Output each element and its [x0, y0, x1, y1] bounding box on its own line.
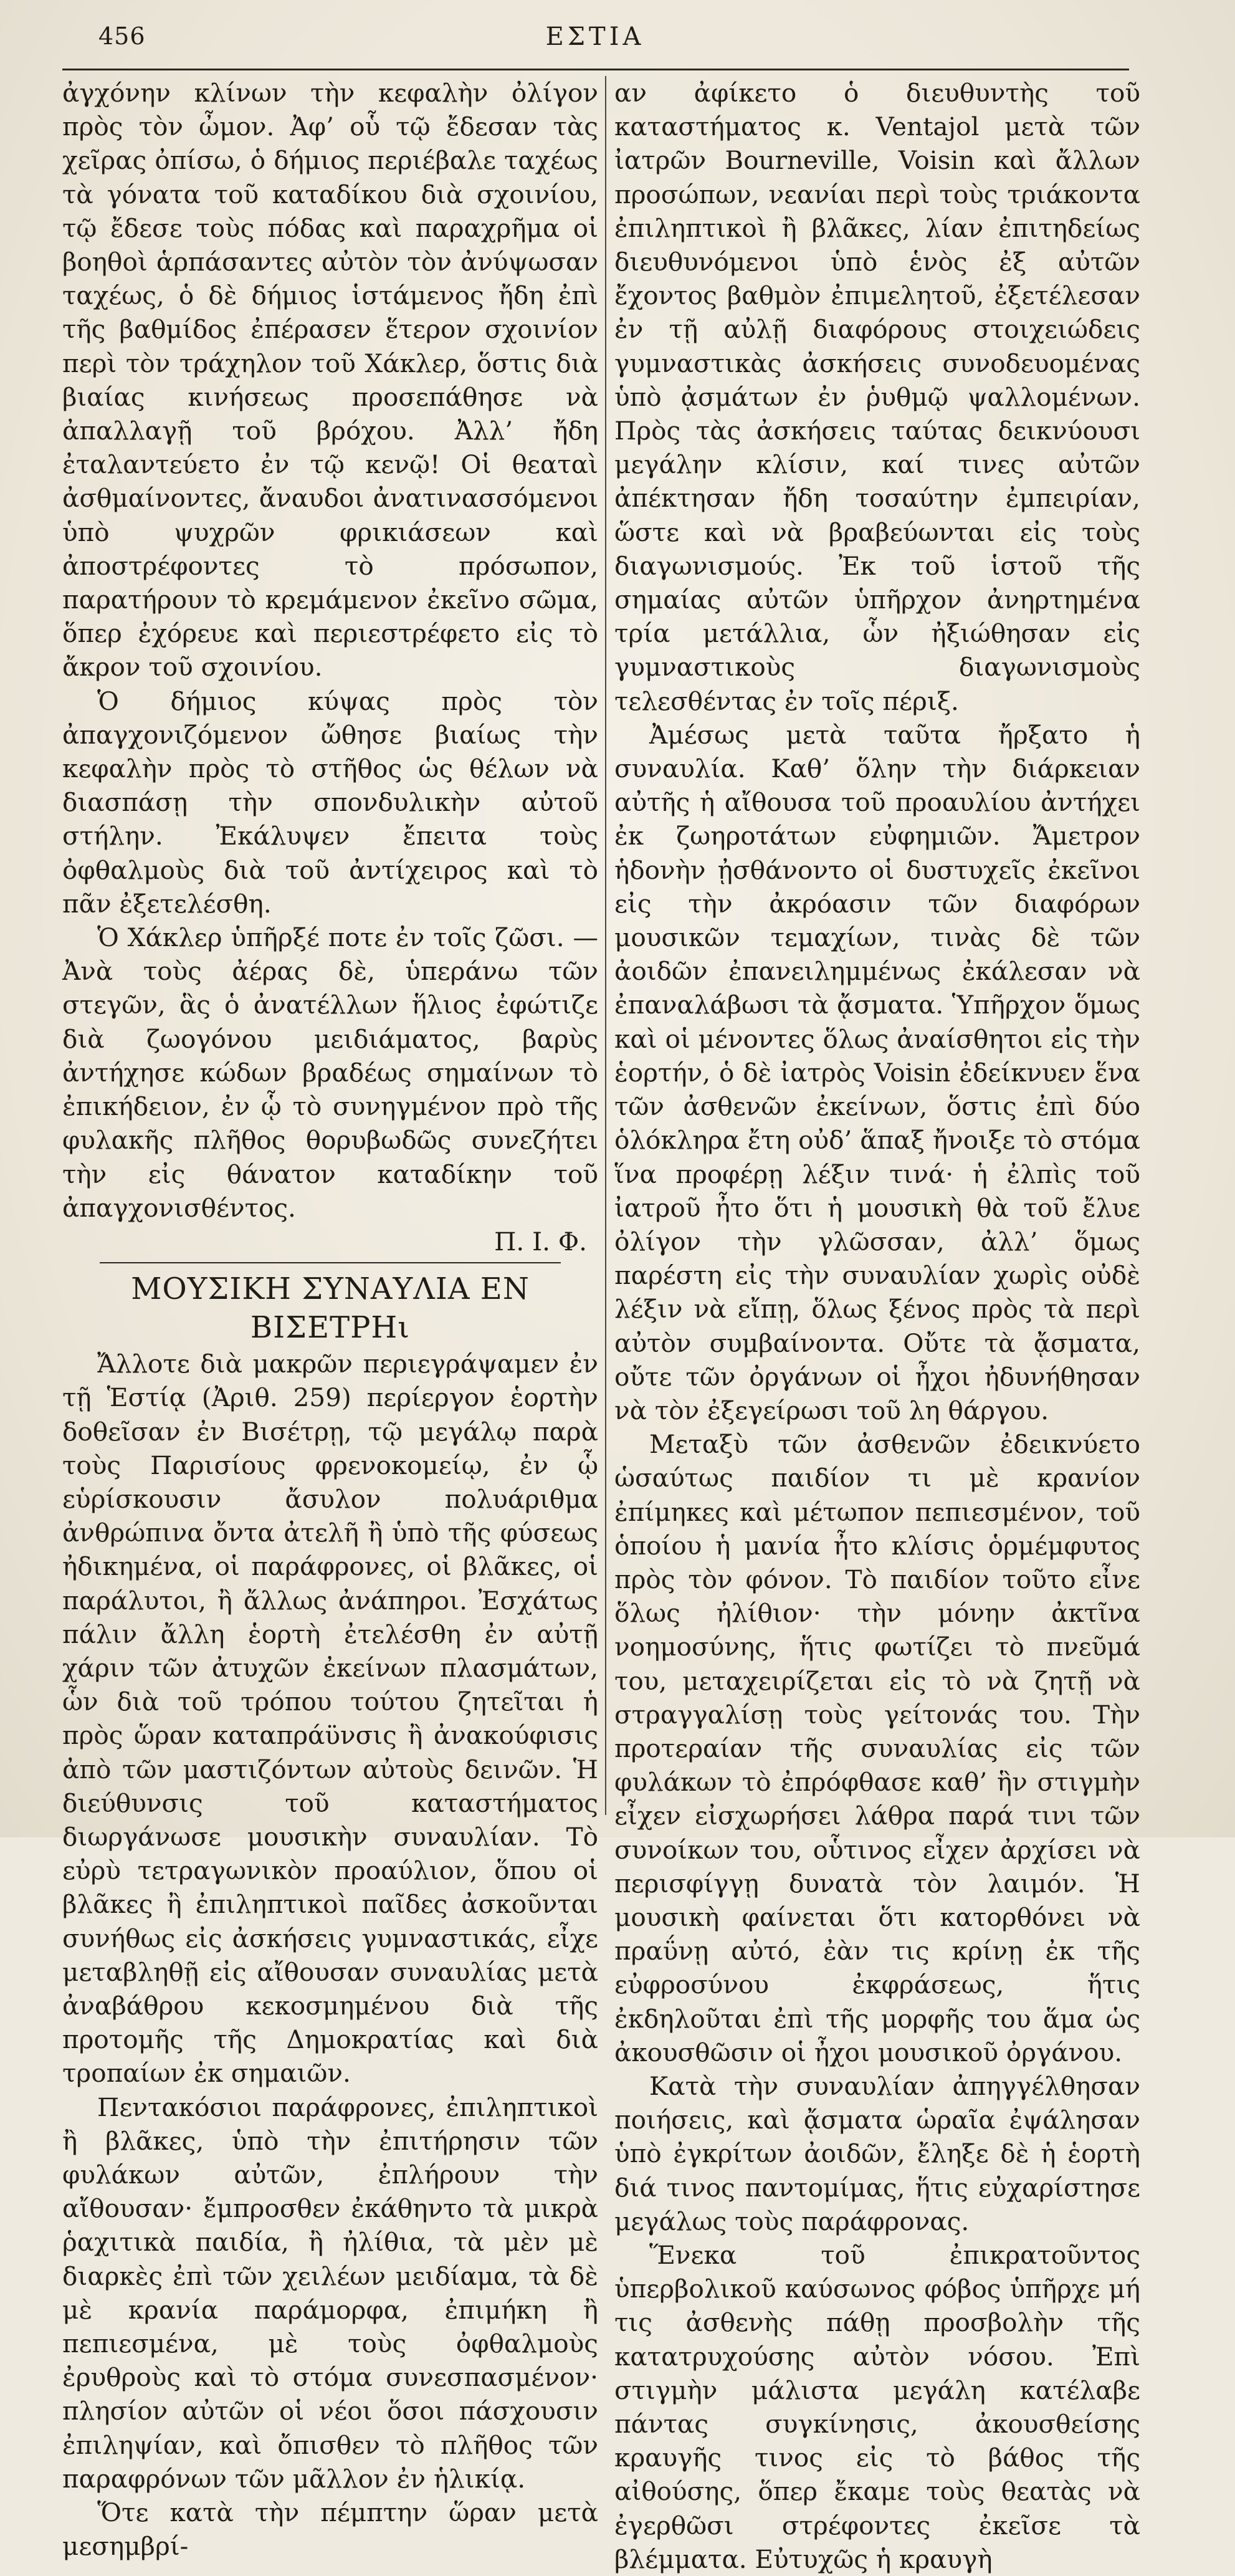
article-separator — [100, 1262, 561, 1263]
paragraph: ἀγχόνην κλίνων τὴν κεφαλὴν ὀλίγον πρὸς τὸν ὦμον. Ἀφ’ οὗ τῷ ἔδεσαν τὰς χεῖρας ὀπίσω, ὁ δήμιος περιέβαλε ταχέως τὰ γόνατα τοῦ καταδίκου διὰ σχοινίου, τῷ ἔδεσε τοὺς πόδας καὶ παραχρῆμα οἱ βοηθοὶ ἁρπάσαντες αὐτὸν τὸν ἀνύψωσαν ταχέως, ὁ δὲ δήμιος ἱστάμενος ἤδη ἐπὶ τῆς βαθμίδος ἐπέρασεν ἕτερον σχοινίον περὶ τὸν τράχηλον τοῦ Χάκλερ, ὅστις διὰ βιαίας κινήσεως προσεπάθησε νὰ ἀπαλλαγῇ τοῦ βρόχου. Ἀλλ’ ἤδη ἐταλαντεύετο ἐν τῷ κενῷ! Οἱ θεαταὶ ἀσθμαίνοντες, ἄναυδοι ἀνατινασσόμενοι ὑπὸ ψυχρῶν φρικιάσεων καὶ ἀποστρέφοντες τὸ πρόσωπον, παρατήρουν τὸ κρεμάμενον ἐκεῖνο σῶμα, ὅπερ ἐχόρευε καὶ περιεστρέφετο εἰς τὸ ἄκρον τοῦ σχοινίου. — [62, 78, 598, 682]
paragraph: Ἄλλοτε διὰ μακρῶν περιεγράψαμεν ἐν τῇ Ἑστίᾳ (Ἀριθ. 259) περίεργον ἑορτὴν δοθεῖσαν ἐν Βισέτρῃ, τῷ μεγάλῳ παρὰ τοὺς Παρισίους φρενοκομείῳ, ἐν ᾧ εὑρίσκουσιν ἄσυλον πολυάριθμα ἀνθρώπινα ὄντα ἀτελῆ ἢ ὑπὸ τῆς φύσεως ἠδικημένα, οἱ παράφρονες, οἱ βλᾶκες, οἱ παράλυτοι, ἢ ἄλλως ἀνάπηροι. Ἐσχάτως πάλιν ἄλλη ἑορτὴ ἐτελέσθη ἐν αὐτῇ χάριν τῶν ἀτυχῶν ἐκείνων πλασμάτων, ὧν διὰ τοῦ τρόπου τούτου ζητεῖται ἡ πρὸς ὥραν καταπράϋνσις ἢ ἀνακούφισις ἀπὸ τῶν μαστιζόντων αὐτοὺς δεινῶν. Ἡ διεύθυνσις τοῦ καταστήματος διωργάνωσε μουσικὴν συναυλίαν. Τὸ εὐρὺ τετραγωνικὸν προαύλιον, ὅπου οἱ βλᾶκες ἢ ἐπιληπτικοὶ παῖδες ἀσκοῦνται συνήθως εἰς ἀσκήσεις γυμναστικάς, εἶχε μεταβληθῇ εἰς αἴθουσαν συναυλίας μετὰ ἀναβάθρου κεκοσμημένου διὰ τῆς προτομῆς τῆς Δημοκρατίας καὶ διὰ τροπαίων ἐκ σημαιῶν. — [62, 1349, 598, 2089]
left-column — [62, 76, 598, 2562]
page-header — [62, 19, 1128, 51]
column-divider — [605, 76, 606, 1815]
right-column — [614, 76, 1140, 2574]
paragraph: αν ἀφίκετο ὁ διευθυντὴς τοῦ καταστήματος κ. Ventajol μετὰ τῶν ἰατρῶν Bourneville, Voisin καὶ ἄλλων προσώπων, νεανίαι περὶ τοὺς τριάκοντα ἐπιληπτικοὶ ἢ βλᾶκες, λίαν ἐπιτηδείως διευθυνόμενοι ὑπὸ ἑνὸς ἐξ αὐτῶν ἔχοντος βαθμὸν ἐπιμελητοῦ, ἐξετέλεσαν ἐν τῇ αὐλῇ διαφόρους στοιχειώδεις γυμναστικὰς ἀσκήσεις συνοδευομένας ὑπὸ ᾀσμάτων ἐν ῥυθμῷ ψαλλομένων. Πρὸς τὰς ἀσκήσεις ταύτας δεικνύουσι μεγάλην κλίσιν, καί τινες αὐτῶν ἀπέκτησαν ἤδη τοσαύτην ἐμπειρίαν, ὥστε καὶ νὰ βραβεύωνται εἰς τοὺς διαγωνισμούς. Ἐκ τοῦ ἱστοῦ τῆς σημαίας αὐτῶν ὑπῆρχον ἀνηρτημένα τρία μετάλλια, ὧν ἠξιώθησαν εἰς γυμναστικοὺς διαγωνισμοὺς τελεσθέντας ἐν τοῖς πέριξ. — [614, 78, 1140, 716]
paragraph: Μεταξὺ τῶν ἀσθενῶν ἐδεικνύετο ὡσαύτως παιδίον τι μὲ κρανίον ἐπίμηκες καὶ μέτωπον πεπιεσμένον, τοῦ ὁποίου ἡ μανία ἦτο κλίσις ὁρμέμφυτος πρὸς τὸν φόνον. Τὸ παιδίον τοῦτο εἶνε ὅλως ἠλίθιον· τὴν μόνην ἀκτῖνα νοημοσύνης, ἥτις φωτίζει τὸ πνεῦμά του, μεταχειρίζεται εἰς τὸ νὰ ζητῇ νὰ στραγγαλίσῃ τοὺς γείτονάς του. Τὴν προτεραίαν τῆς συναυλίας εἰς τῶν φυλάκων τὸ ἐπρόφθασε καθ’ ἣν στιγμὴν εἶχεν εἰσχωρήσει λάθρα παρά τινι τῶν συνοίκων του, οὗτινος εἶχεν ἀρχίσει νὰ περισφίγγῃ δυνατὰ τὸν λαιμόν. Ἡ μουσικὴ φαίνεται ὅτι κατορθόνει νὰ πραΰνῃ αὐτό, ἐὰν τις κρίνῃ ἐκ τῆς εὐφροσύνου ἐκφράσεως, ἥτις ἐκδηλοῦται ἐπὶ τῆς μορφῆς του ἅμα ὡς ἀκουσθῶσιν οἱ ἦχοι μουσικοῦ ὀργάνου. — [614, 1429, 1140, 2067]
author-signature: Π. Ι. Φ. — [494, 1226, 587, 1257]
paragraph: Ἀμέσως μετὰ ταῦτα ἤρξατο ἡ συναυλία. Καθ’ ὅλην τὴν διάρκειαν αὐτῆς ἡ αἴθουσα τοῦ προαυλίου ἀντήχει ἐκ ζωηροτάτων εὐφημιῶν. Ἄμετρον ἡδονὴν ᾐσθάνοντο οἱ δυστυχεῖς ἐκεῖνοι εἰς τὴν ἀκρόασιν τῶν διαφόρων μουσικῶν τεμαχίων, τινὰς δὲ τῶν ἀοιδῶν ἐπανειλημμένως ἐκάλεσαν νὰ ἐπαναλάβωσι τὰ ᾄσματα. Ὑπῆρχον ὅμως καὶ οἱ μένοντες ὅλως ἀναίσθητοι εἰς τὴν ἑορτήν, ὁ δὲ ἰατρὸς Voisin ἐδείκνυεν ἕνα τῶν ἀσθενῶν ἐκείνων, ὅστις ἐπὶ δύο ὁλόκληρα ἔτη οὐδ’ ἅπαξ ἤνοιξε τὸ στόμα ἵνα προφέρῃ λέξιν τινά· ἡ ἐλπὶς τοῦ ἰατροῦ ἦτο ὅτι ἡ μουσικὴ θὰ τοῦ ἔλυε ὀλίγον τὴν γλῶσσαν, ἀλλ’ ὅμως παρέστη εἰς τὴν συναυλίαν χωρὶς οὐδὲ λέξιν νὰ εἴπῃ, ὅλως ξένος πρὸς τὰ περὶ αὐτὸν συμβαίνοντα. Οὔτε τὰ ᾄσματα, οὔτε τῶν ὀργάνων οἱ ἦχοι ἠδυνήθησαν νὰ τὸν ἐξεγείρωσι τοῦ λη θάργου. — [614, 719, 1140, 1425]
page-number: 456 — [98, 22, 146, 50]
paragraph: Ἕνεκα τοῦ ἐπικρατοῦντος ὑπερβολικοῦ καύσωνος φόβος ὑπῆρχε μή τις ἀσθενὴς πάθῃ προσβολὴν τῆς κατατρυχούσης αὐτὸν νόσου. Ἐπὶ στιγμὴν μάλιστα μεγάλη κατέλαβε πάντας συγκίνησις, ἀκουσθείσης κραυγῆς τινος εἰς τὸ βάθος τῆς αἰθούσης, ὅπερ ἔκαμε τοὺς θεατὰς νὰ ἐγερθῶσι στρέφοντες ἐκεῖσε τὰ βλέμματα. Εὐτυχῶς ἡ κραυγὴ — [614, 2240, 1140, 2574]
paragraph: Κατὰ τὴν συναυλίαν ἀπηγγέλθησαν ποιήσεις, καὶ ᾄσματα ὡραῖα ἐψάλησαν ὑπὸ ἐγκρίτων ἀοιδῶν, ἔληξε δὲ ἡ ἑορτὴ διά τινος παντομίμας, ἥτις εὐχαρίστησε μεγάλως τοὺς παράφρονας. — [614, 2071, 1140, 2236]
running-head: ΕΣΤΙΑ — [545, 22, 645, 51]
paragraph: Πεντακόσιοι παράφρονες, ἐπιληπτικοὶ ἢ βλᾶκες, ὑπὸ τὴν ἐπιτήρησιν τῶν φυλάκων αὐτῶν, ἐπλήρουν τὴν αἴθουσαν· ἔμπροσθεν ἐκάθηντο τὰ μικρὰ ῥαχιτικὰ παιδία, ἢ ἠλίθια, τὰ μὲν μὲ διαρκὲς ἐπὶ τῶν χειλέων μειδίαμα, τὰ δὲ μὲ κρανία παράμορφα, ἐπιμήκη ἢ πεπιεσμένα, μὲ τοὺς ὀφθαλμοὺς ἐρυθροὺς καὶ τὸ στόμα συνεσπασμένον· πλησίον αὐτῶν οἱ νέοι ὅσοι πάσχουσιν ἐπιληψίαν, καὶ ὄπισθεν τὸ πλῆθος τῶν παραφρόνων τῶν μᾶλλον ἐν ἡλικίᾳ. — [62, 2092, 598, 2494]
header-rule — [62, 69, 1129, 70]
article-title: ΜΟΥΣΙΚΗ ΣΥΝΑΥΛΙΑ ΕΝ ΒΙΣΕΤΡΗι — [131, 1271, 530, 1346]
paragraph: Ὁ Χάκλερ ὑπῆρξέ ποτε ἐν τοῖς ζῶσι. — Ἀνὰ τοὺς ἀέρας δὲ, ὑπεράνω τῶν στεγῶν, ἃς ὁ ἀνατέλλων ἥλιος ἐφώτιζε διὰ ζωογόνου μειδιάματος, βαρὺς ἀντήχησε κώδων βραδέως σημαίνων τὸ ἐπικήδειον, ἐν ᾧ τὸ συνηγμένον πρὸ τῆς φυλακῆς πλῆθος θορυβωδῶς συνεζήτει τὴν εἰς θάνατον καταδίκην τοῦ ἀπαγχονισθέντος. — [62, 922, 598, 1223]
paragraph: Ὁ δήμιος κύψας πρὸς τὸν ἀπαγχονιζόμενον ὤθησε βιαίως τὴν κεφαλὴν πρὸς τὸ στῆθος ὡς θέλων νὰ διασπάσῃ τὴν σπονδυλικὴν αὐτοῦ στήλην. Ἐκάλυψεν ἔπειτα τοὺς ὀφθαλμοὺς διὰ τοῦ ἀντίχειρος καὶ τὸ πᾶν ἐξετελέσθη. — [62, 686, 598, 919]
paragraph: Ὅτε κατὰ τὴν πέμπτην ὥραν μετὰ μεσημβρί- — [62, 2497, 598, 2562]
